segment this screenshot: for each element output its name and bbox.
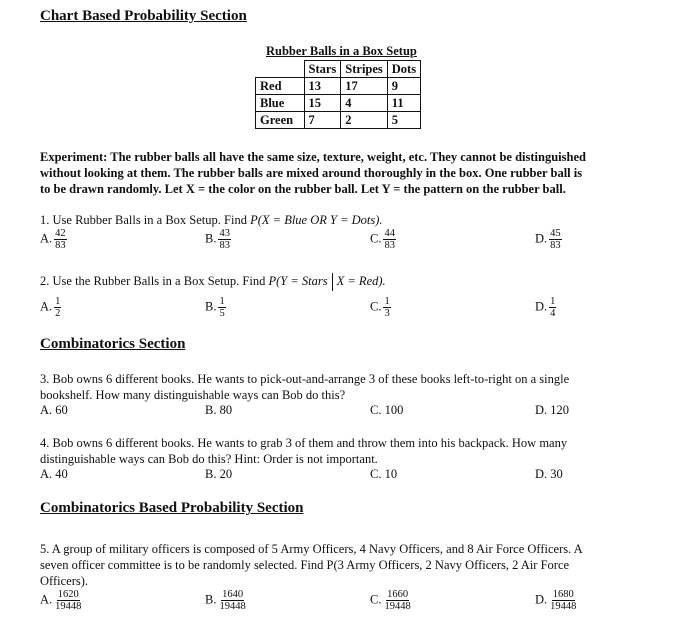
question-line: seven officer committee is to be randomly selected. Find P(3 Army Officers, 2 Navy Officers, 2 Air Force [40, 558, 570, 572]
table-caption: Rubber Balls in a Box Setup [266, 44, 417, 58]
q2-option-b[interactable]: B. $\frac{1}{5}$ [205, 296, 225, 319]
q2-option-c[interactable]: C. $\frac{1}{3}$ [370, 296, 390, 319]
q5-option-d[interactable]: D. $\frac{1680}{19448}$ [535, 589, 577, 612]
q1-option-a[interactable]: A. $\frac{42}{83}$ [40, 228, 66, 251]
section-title-combinatorics: Combinatorics Section [40, 336, 186, 352]
q2-option-d[interactable]: D. $\frac{1}{4}$ [535, 296, 556, 319]
question-line: Officers). [40, 574, 89, 588]
row-label: Green [256, 112, 305, 129]
question-math: X = Red). [336, 274, 386, 288]
given-bar [332, 273, 333, 291]
q5-option-b[interactable]: B. $\frac{1640}{19448}$ [205, 589, 246, 612]
table-row [256, 78, 421, 95]
q1-option-d[interactable]: D. $\frac{45}{83}$ [535, 228, 561, 251]
question-math: P(Y = Stars [268, 274, 328, 288]
table-row [256, 95, 421, 112]
table-cell: 5 [387, 112, 420, 129]
q3-option-c[interactable]: C. 100 [370, 403, 404, 417]
col-header: Stars [304, 61, 341, 78]
question-line: bookshelf. How many distinguishable ways can Bob do this? [40, 388, 346, 402]
experiment-line: to be drawn randomly. Let X = the color on the rubber ball. Let Y = the pattern on the rubber ball. [40, 182, 566, 196]
q1-option-c[interactable]: C. $\frac{44}{83}$ [370, 228, 395, 251]
question-line: 4. Bob owns 6 different books. He wants to grab 3 of them and throw them into his backpack. How many [40, 436, 568, 450]
table-cell: 4 [341, 95, 388, 112]
q5-option-a[interactable]: A. $\frac{1620}{19448}$ [40, 589, 82, 612]
table-cell: 7 [304, 112, 341, 129]
table-row [256, 112, 421, 129]
rubber-balls-table [255, 60, 421, 129]
question-5 [40, 541, 583, 589]
question-math: P(X = Blue OR Y = Dots). [250, 213, 383, 227]
table-cell: 15 [304, 95, 341, 112]
question-1 [40, 212, 383, 228]
experiment-line: without looking at them. The rubber balls are mixed around thoroughly in the box. One rubber ball is [40, 166, 583, 180]
q4-option-b[interactable]: B. 20 [205, 467, 233, 481]
q3-option-b[interactable]: B. 80 [205, 403, 233, 417]
q3-option-a[interactable]: A. 60 [40, 403, 68, 417]
table-cell: 2 [341, 112, 388, 129]
col-header: Stripes [341, 61, 388, 78]
col-header: Dots [387, 61, 420, 78]
q4-option-c[interactable]: C. 10 [370, 467, 398, 481]
q2-option-a[interactable]: A. $\frac{1}{2}$ [40, 296, 61, 319]
question-line: 5. A group of military officers is composed of 5 Army Officers, 4 Navy Officers, and 8 Air Force Officers. A [40, 542, 583, 556]
q5-option-c[interactable]: C. $\frac{1660}{19448}$ [370, 589, 411, 612]
section-title-chart-probability: Chart Based Probability Section [40, 8, 247, 24]
experiment-paragraph [40, 149, 586, 197]
row-label: Blue [256, 95, 305, 112]
q4-option-a[interactable]: A. 40 [40, 467, 68, 481]
q3-option-d[interactable]: D. 120 [535, 403, 570, 417]
question-line: distinguishable ways can Bob do this? Hint: Order is not important. [40, 452, 378, 466]
question-text: 2. Use the Rubber Balls in a Box Setup. Find [40, 274, 269, 288]
table-header-row [256, 61, 421, 78]
question-2 [40, 273, 386, 291]
table-cell: 13 [304, 78, 341, 95]
question-4 [40, 435, 567, 467]
question-text: 1. Use Rubber Balls in a Box Setup. Find [40, 213, 251, 227]
question-3 [40, 371, 569, 403]
q1-option-b[interactable]: B. $\frac{43}{83}$ [205, 228, 230, 251]
section-title-combinatorics-probability: Combinatorics Based Probability Section [40, 500, 304, 516]
table-cell: 11 [387, 95, 420, 112]
row-label: Red [256, 78, 305, 95]
q4-option-d[interactable]: D. 30 [535, 467, 563, 481]
question-line: 3. Bob owns 6 different books. He wants to pick-out-and-arrange 3 of these books left-to-right on a single [40, 372, 570, 386]
experiment-line: Experiment: The rubber balls all have the same size, texture, weight, etc. They cannot be distinguished [40, 150, 586, 164]
table-cell: 17 [341, 78, 388, 95]
table-cell: 9 [387, 78, 420, 95]
